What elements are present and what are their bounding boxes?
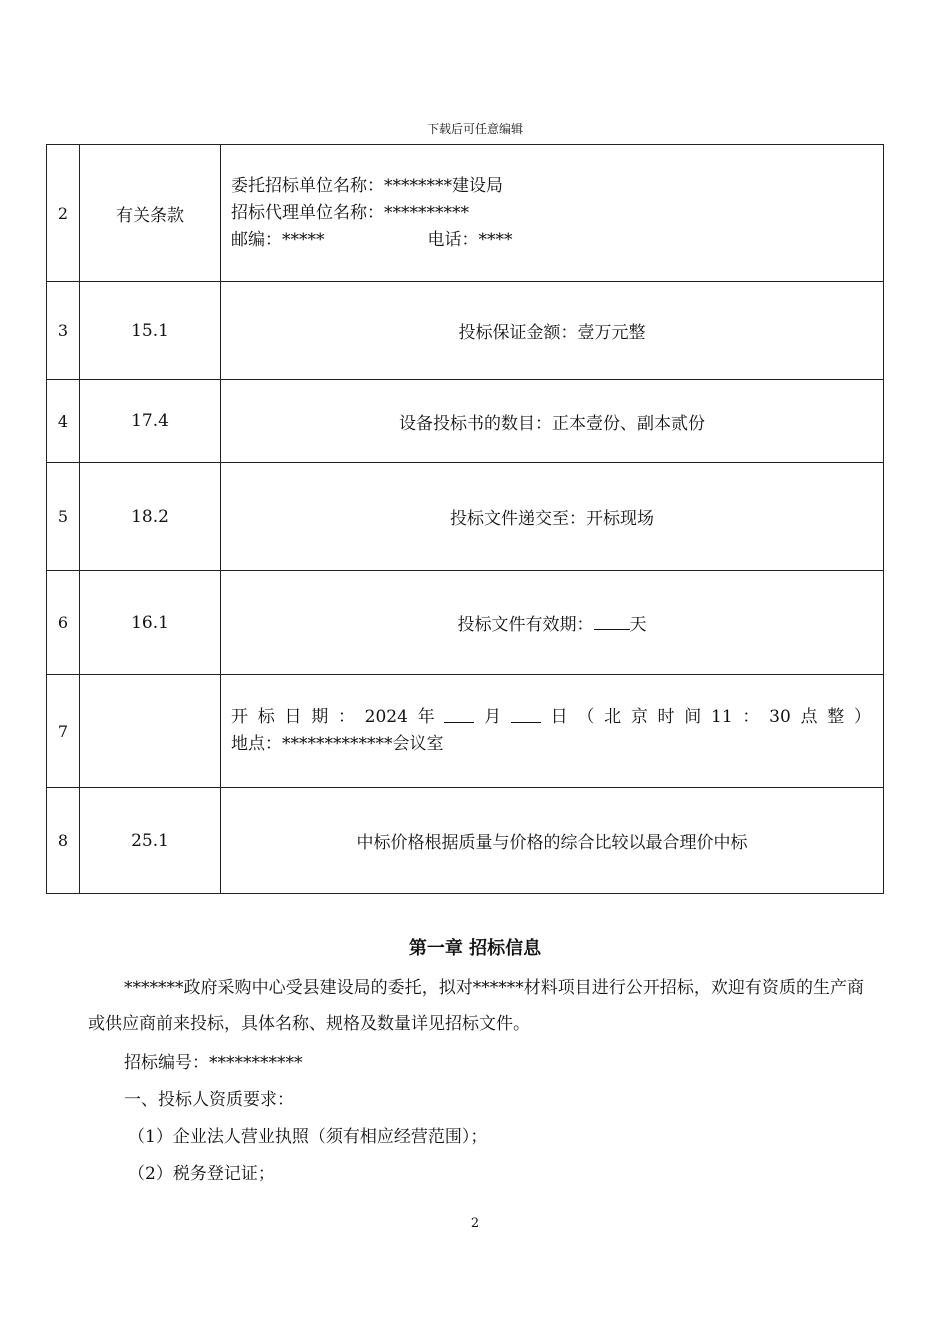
blank-days bbox=[594, 611, 630, 630]
opening-date-line bbox=[231, 704, 871, 731]
phone: 电话：**** bbox=[427, 229, 513, 250]
row-number: 5 bbox=[47, 463, 80, 571]
date-year: 2024 bbox=[364, 707, 408, 727]
date-char: 月 bbox=[484, 707, 502, 727]
row-number: 6 bbox=[47, 571, 80, 675]
date-char: 期 bbox=[311, 707, 329, 727]
header-note: 下载后可任意编辑 bbox=[426, 122, 523, 136]
table-row bbox=[47, 788, 884, 894]
date-char: 京 bbox=[630, 707, 648, 727]
date-char: ： bbox=[742, 707, 760, 727]
blank-month bbox=[444, 704, 474, 723]
terms-table bbox=[46, 144, 884, 894]
clause-cell: 16.1 bbox=[80, 571, 221, 675]
table-row bbox=[47, 145, 884, 282]
requirement-item: （2）税务登记证； bbox=[128, 1164, 275, 1184]
date-minute: 30 bbox=[769, 707, 791, 727]
page-number: 2 bbox=[470, 1216, 480, 1231]
content-cell: 投标保证金额：壹万元整 bbox=[221, 282, 884, 380]
date-char: （ bbox=[577, 707, 595, 727]
content-cell: 投标文件递交至：开标现场 bbox=[221, 463, 884, 571]
blank-day bbox=[511, 704, 541, 723]
date-char: 点 bbox=[800, 707, 818, 727]
row-number: 2 bbox=[47, 145, 80, 282]
date-char: 年 bbox=[417, 707, 435, 727]
chapter-title: 第一章 招标信息 bbox=[408, 938, 542, 959]
bid-number: 招标编号：*********** bbox=[124, 1053, 303, 1073]
contact-line bbox=[231, 227, 871, 254]
date-hour: 11 bbox=[711, 707, 733, 727]
validity-unit: 天 bbox=[629, 615, 647, 635]
date-char: 标 bbox=[257, 707, 275, 727]
clause-cell: 25.1 bbox=[80, 788, 221, 894]
content-cell bbox=[221, 145, 884, 282]
date-char: 日 bbox=[550, 707, 568, 727]
date-char: 日 bbox=[284, 707, 302, 727]
validity-label: 投标文件有效期： bbox=[457, 615, 594, 635]
entrusting-unit: 委托招标单位名称：********建设局 bbox=[231, 175, 503, 196]
content-cell: 设备投标书的数目：正本壹份、副本贰份 bbox=[221, 380, 884, 463]
opening-location: 地点：*************会议室 bbox=[231, 734, 444, 754]
date-char: 开 bbox=[231, 707, 248, 727]
date-char: ） bbox=[853, 707, 871, 727]
row-number: 3 bbox=[47, 282, 80, 380]
agency-unit: 招标代理单位名称：********** bbox=[231, 202, 469, 223]
table-row bbox=[47, 282, 884, 380]
clause-cell: 18.2 bbox=[80, 463, 221, 571]
date-char: 时 bbox=[657, 707, 675, 727]
clause-cell bbox=[80, 675, 221, 788]
date-char: 北 bbox=[604, 707, 622, 727]
date-char: 整 bbox=[827, 707, 845, 727]
date-char: 间 bbox=[684, 707, 702, 727]
postcode: 邮编：***** bbox=[231, 229, 325, 250]
clause-cell: 有关条款 bbox=[80, 145, 221, 282]
row-number: 4 bbox=[47, 380, 80, 463]
row-number: 8 bbox=[47, 788, 80, 894]
row-number: 7 bbox=[47, 675, 80, 788]
content-cell bbox=[221, 675, 884, 788]
section-heading: 一、投标人资质要求： bbox=[124, 1090, 294, 1110]
table-row bbox=[47, 463, 884, 571]
table-row bbox=[47, 675, 884, 788]
content-cell bbox=[221, 571, 884, 675]
content-cell: 中标价格根据质量与价格的综合比较以最合理价中标 bbox=[221, 788, 884, 894]
clause-cell: 15.1 bbox=[80, 282, 221, 380]
table-row bbox=[47, 380, 884, 463]
clause-cell: 17.4 bbox=[80, 380, 221, 463]
table-row bbox=[47, 571, 884, 675]
intro-paragraph: *******政府采购中心受县建设局的委托，拟对******材料项目进行公开招标，欢迎有资质的生产商或供应商前来投标，具体名称、规格及数量详见招标文件。 bbox=[88, 978, 864, 1034]
requirement-item: （1）企业法人营业执照（须有相应经营范围）； bbox=[128, 1127, 488, 1147]
date-char: ： bbox=[337, 707, 355, 727]
